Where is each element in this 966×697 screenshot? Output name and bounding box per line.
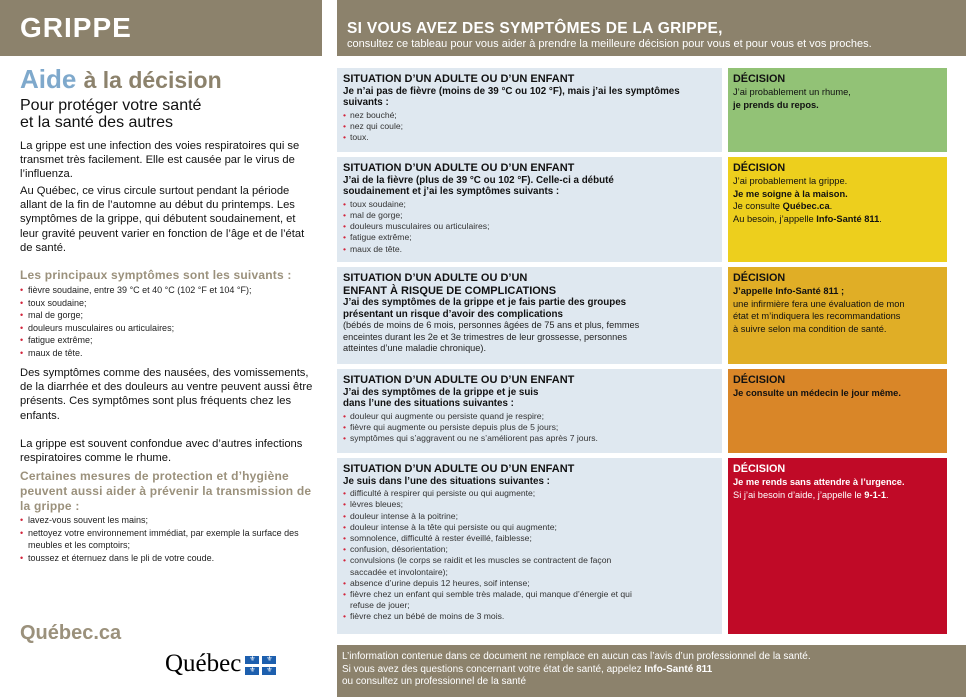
situation-list [343,488,643,622]
decision-label: DÉCISION [733,463,786,475]
decision-bold: je prends du repos. [733,99,819,110]
situation-desc: J’ai des symptômes de la grippe et je fais partie des groupes présentant un risque d’avoir des complications [343,297,627,320]
other-symptoms-paragraph: Des symptômes comme des nausées, des vomissements, de la diarrhée et des douleurs au ventre peuvent aussi être présents. Ces symptômes sont plus fréquents chez les enfants. [20,367,313,422]
list-item: • maux de tête. [343,244,716,255]
list-item: • douleurs musculaires ou articulaires; [343,221,716,232]
decision-cell-green [728,68,947,152]
info-sante-number: Info-Santé 811 [644,663,713,675]
list-item: • somnolence, difficulté à rester éveillé, faiblesse; [343,533,643,544]
page-title: GRIPPE [20,12,132,43]
list-item: • convulsions (le corps se raidit et les muscles se contractent de façon saccadée et involontaire); [343,555,643,577]
decision-label: DÉCISION [733,374,786,386]
list-item: • maux de tête. [20,347,315,360]
list-item: • lavez-vous souvent les mains; [20,514,315,527]
situation-desc: Je suis dans l’une des situations suivantes : [343,475,550,487]
situation-cell [337,68,722,152]
aide-rest: à la décision [83,67,222,93]
list-item: • toux soudaine; [343,199,716,210]
situation-cell [337,458,722,634]
list-item: • douleur qui augmente ou persiste quand je respire; [343,411,716,422]
decision-label: DÉCISION [733,73,786,85]
decision-label: DÉCISION [733,272,786,284]
list-item: • fatigue extrême; [20,334,315,347]
footer-line: ou consultez un professionnel de la santé [342,676,527,687]
decision-text: Si j’ai besoin d’aide, j’appelle le 9-1-1. [733,489,889,500]
subtitle-line: et la santé des autres [20,114,173,131]
right-header [337,0,966,56]
situation-desc: Je n’ai pas de fièvre (moins de 39 °C ou 102 °F), mais j’ai les symptômes suivants : [343,85,680,109]
quebec-ca-link[interactable]: Québec.ca [782,201,830,211]
list-item: • toussez et éternuez dans le pli de votre coude. [20,552,315,565]
list-item: • symptômes qui s’aggravent ou ne s’améliorent pas après 7 jours. [343,433,716,444]
decision-text: J’ai probablement la grippe. [733,176,848,186]
confusion-paragraph: La grippe est souvent confondue avec d’autres infections respiratoires comme le rhume. [20,438,303,465]
info-sante-number: Info-Santé 811 [816,213,880,224]
list-item: • toux soudaine; [20,297,315,310]
aide-word: Aide [20,64,77,94]
situation-desc: J’ai des symptômes de la grippe et je suis dans l’une des situations suivantes : [343,386,539,410]
list-item: • fièvre chez un enfant qui semble très malade, qui manque d’énergie et qui refuse de jouer; [343,589,643,611]
situation-desc: J’ai de la fièvre (plus de 39 °C ou 102 °F). Celle-ci a débuté soudainement et j’ai les symptômes suivants : [343,174,614,198]
situation-title: SITUATION D’UN ADULTE OU D’UN ENFANT À RISQUE DE COMPLICATIONS [343,272,557,297]
website-link[interactable]: Québec.ca [20,622,122,644]
list-item: • douleurs musculaires ou articulaires; [20,322,315,335]
list-item: • mal de gorge; [343,210,716,221]
decision-bold: Je me rends sans attendre à l’urgence. [733,477,905,487]
decision-line: Je consulte Québec.ca. [733,201,833,211]
aide-title [20,64,222,95]
disclaimer-footer [337,645,966,697]
situation-title: SITUATION D’UN ADULTE OU D’UN ENFANT [343,162,575,174]
situation-note: (bébés de moins de 6 mois, personnes âgées de 75 ans et plus, femmes enceintes durant les 2e et 3e trimestres de leur grossesse, personnes atteintes d’une maladie chronique). [343,320,640,354]
list-item: • mal de gorge; [20,309,315,322]
quebec-logo [165,650,276,678]
situation-list [343,411,716,445]
list-item: • douleur intense à la poitrine; [343,511,643,522]
symptoms-list [20,284,315,360]
list-item: • fièvre qui augmente ou persiste depuis plus de 5 jours; [343,422,716,433]
list-item: • difficulté à respirer qui persiste ou qui augmente; [343,488,643,499]
decision-text: J’ai probablement un rhume, [733,87,851,97]
left-panel [0,0,322,697]
situation-list [343,110,716,144]
measures-heading: Certaines mesures de protection et d’hygiène peuvent aussi aider à prévenir la transmission de la grippe : [20,469,312,513]
decision-bold: Je me soigne à la maison. [733,188,848,199]
list-item: • toux. [343,132,716,143]
list-item: • confusion, désorientation; [343,544,643,555]
decision-label: DÉCISION [733,162,786,174]
measures-list [20,514,315,564]
situation-cell [337,157,722,262]
list-item: • douleur intense à la tête qui persiste ou qui augmente; [343,522,643,533]
situation-cell [337,267,722,364]
logo-wordmark: Québec [165,650,242,677]
right-subtitle: consultez ce tableau pour vous aider à prendre la meilleure décision pour vous et pour vous et vos proches. [347,38,872,50]
context-paragraph: Au Québec, ce virus circule surtout pendant la période allant de la fin de l’automne au début du printemps. Les symptômes de la grippe, qui débutent soudainement, et leur gravité peuvent varier en fonction de l’âge et de l’état de santé. [20,185,305,254]
decision-cell-red [728,458,947,634]
list-item: • nettoyez votre environnement immédiat, par exemple la surface des meubles et les comptoirs; [20,527,315,552]
subtitle-line: Pour protéger votre santé [20,97,202,114]
list-item: • lèvres bleues; [343,499,643,510]
situation-list [343,199,716,255]
fleur-de-lis-flag-icon: ⚜ ⚜ ⚜ ⚜ [245,656,276,675]
list-item: • nez qui coule; [343,121,716,132]
situation-cell [337,369,722,453]
situation-title: SITUATION D’UN ADULTE OU D’UN ENFANT [343,73,575,85]
situation-title: SITUATION D’UN ADULTE OU D’UN ENFANT [343,463,575,475]
symptoms-heading: Les principaux symptômes sont les suivants : [20,268,292,282]
decision-text: une infirmière fera une évaluation de mon état et m’indiquera les recommandations à suivre selon ma condition de santé. [733,298,905,334]
emergency-number: 9-1-1 [864,489,887,500]
decision-cell-amber [728,267,947,364]
footer-line: L’information contenue dans ce document ne remplace en aucun cas l’avis d’un professionnel de la santé. [342,651,811,662]
list-item: • nez bouché; [343,110,716,121]
decision-cell-orange [728,369,947,453]
decision-bold: J’appelle Info-Santé 811 ; [733,286,845,296]
list-item: • fatigue extrême; [343,232,716,243]
right-title: SI VOUS AVEZ DES SYMPTÔMES DE LA GRIPPE, [347,20,723,37]
left-header [0,0,322,56]
footer-line: Si vous avez des questions concernant votre état de santé, appelez Info-Santé 811 [342,663,713,675]
situation-title: SITUATION D’UN ADULTE OU D’UN ENFANT [343,374,575,386]
subtitle [20,97,310,131]
decision-line: Au besoin, j’appelle Info-Santé 811. [733,213,882,224]
list-item: • fièvre soudaine, entre 39 °C et 40 °C (102 °F et 104 °F); [20,284,315,297]
list-item: • fièvre chez un bébé de moins de 3 mois. [343,611,643,622]
decision-cell-yellow [728,157,947,262]
intro-paragraph: La grippe est une infection des voies respiratoires qui se transmet très facilement. Elle est causée par le virus de l’influenza. [20,140,300,181]
decision-bold: Je consulte un médecin le jour même. [733,388,901,398]
list-item: • absence d’urine depuis 12 heures, soif intense; [343,578,643,589]
